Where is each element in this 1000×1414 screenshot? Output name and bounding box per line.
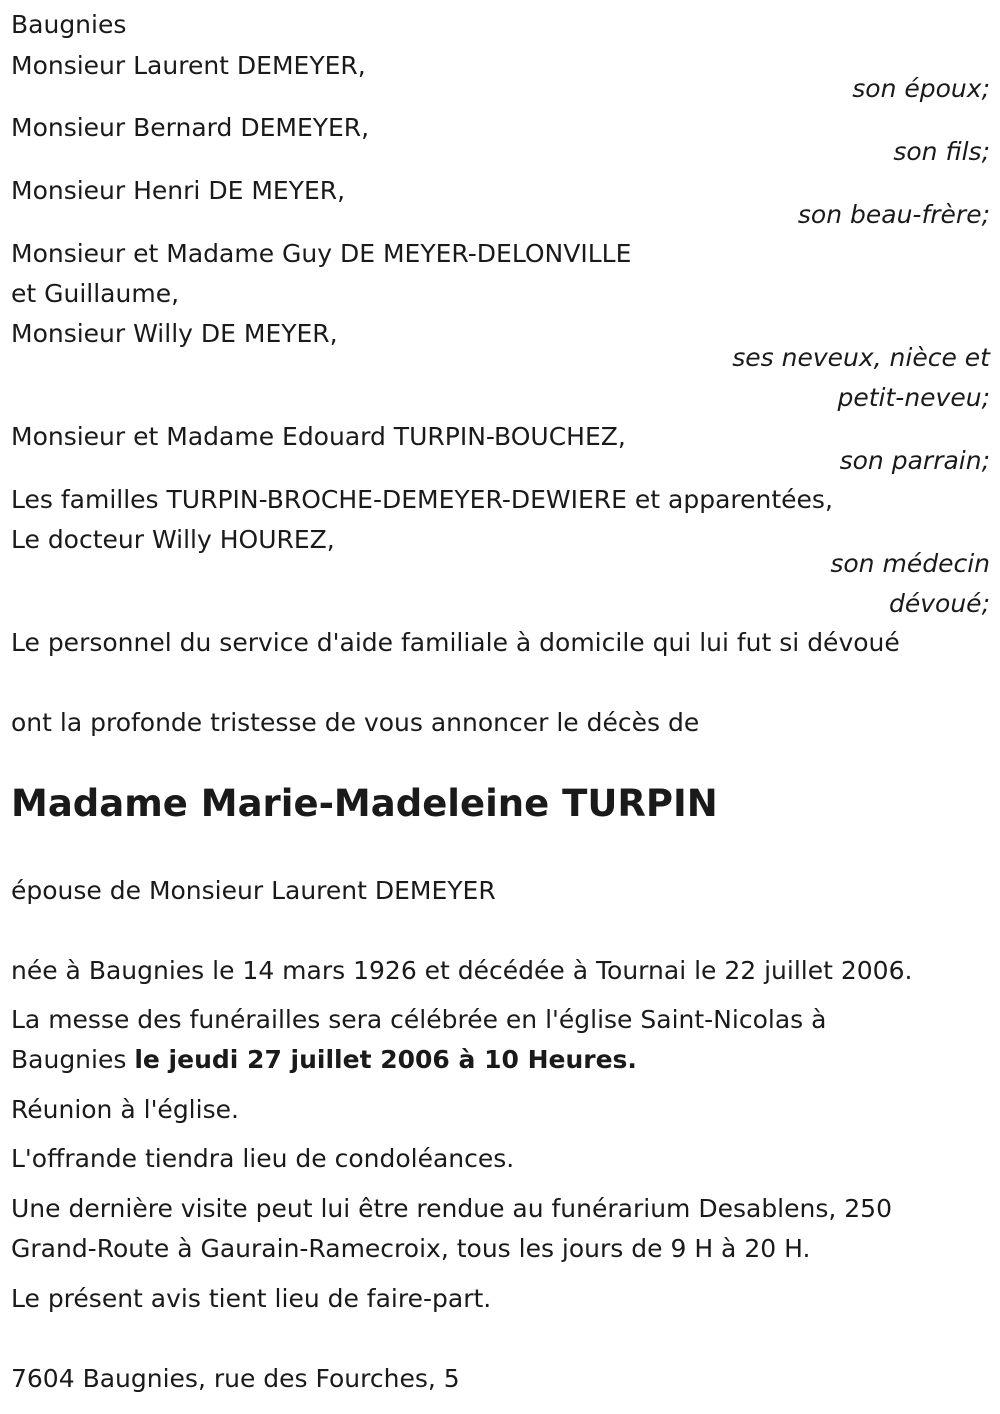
mass-place: Baugnies bbox=[11, 1045, 135, 1074]
mass-date-time: le jeudi 27 juillet 2006 à 10 Heures. bbox=[134, 1045, 637, 1074]
family-member-nephew: Monsieur Willy DE MEYER, bbox=[11, 319, 338, 348]
relation-brother-in-law: son beau-frère; bbox=[797, 200, 990, 229]
relation-nephews-line2: petit-neveu; bbox=[837, 383, 990, 412]
mass-line-2 bbox=[11, 1045, 637, 1075]
deceased-name: Madame Marie-Madeleine TURPIN bbox=[11, 782, 718, 825]
family-member-families: Les familles TURPIN-BROCHE-DEMEYER-DEWIERE et apparentées, bbox=[11, 485, 833, 514]
relation-doctor-line1: son médecin bbox=[830, 549, 990, 578]
announcement-text: ont la profonde tristesse de vous annoncer le décès de bbox=[11, 708, 700, 737]
relation-nephews-line1: ses neveux, nièce et bbox=[732, 343, 990, 372]
birth-death-line: née à Baugnies le 14 mars 1926 et décédée à Tournai le 22 juillet 2006. bbox=[11, 956, 913, 985]
relation-godfather: son parrain; bbox=[839, 446, 990, 475]
relation-spouse: son époux; bbox=[852, 74, 990, 103]
family-member-care-staff: Le personnel du service d'aide familiale à domicile qui lui fut si dévoué bbox=[11, 628, 900, 657]
notice-line: Le présent avis tient lieu de faire-part. bbox=[11, 1284, 492, 1313]
offering-line: L'offrande tiendra lieu de condoléances. bbox=[11, 1144, 515, 1173]
family-member-nephew-couple: Monsieur et Madame Guy DE MEYER-DELONVILLE bbox=[11, 239, 632, 268]
mass-line-1: La messe des funérailles sera célébrée en l'église Saint-Nicolas à bbox=[11, 1005, 827, 1034]
family-member-son: Monsieur Bernard DEMEYER, bbox=[11, 113, 370, 142]
visit-line-1: Une dernière visite peut lui être rendue au funérarium Desablens, 250 bbox=[11, 1194, 892, 1223]
spouse-line: épouse de Monsieur Laurent DEMEYER bbox=[11, 876, 496, 905]
family-member-nephew-child: et Guillaume, bbox=[11, 279, 180, 308]
family-member-doctor: Le docteur Willy HOUREZ, bbox=[11, 525, 335, 554]
header-place: Baugnies bbox=[11, 10, 127, 39]
relation-doctor-line2: dévoué; bbox=[889, 589, 990, 618]
family-member-spouse: Monsieur Laurent DEMEYER, bbox=[11, 51, 366, 80]
relation-son: son fils; bbox=[893, 137, 990, 166]
family-member-brother-in-law: Monsieur Henri DE MEYER, bbox=[11, 176, 346, 205]
family-member-godfather: Monsieur et Madame Edouard TURPIN-BOUCHEZ, bbox=[11, 422, 626, 451]
visit-line-2: Grand-Route à Gaurain-Ramecroix, tous les jours de 9 H à 20 H. bbox=[11, 1234, 811, 1263]
meeting-line: Réunion à l'église. bbox=[11, 1095, 239, 1124]
address-line: 7604 Baugnies, rue des Fourches, 5 bbox=[11, 1364, 460, 1393]
